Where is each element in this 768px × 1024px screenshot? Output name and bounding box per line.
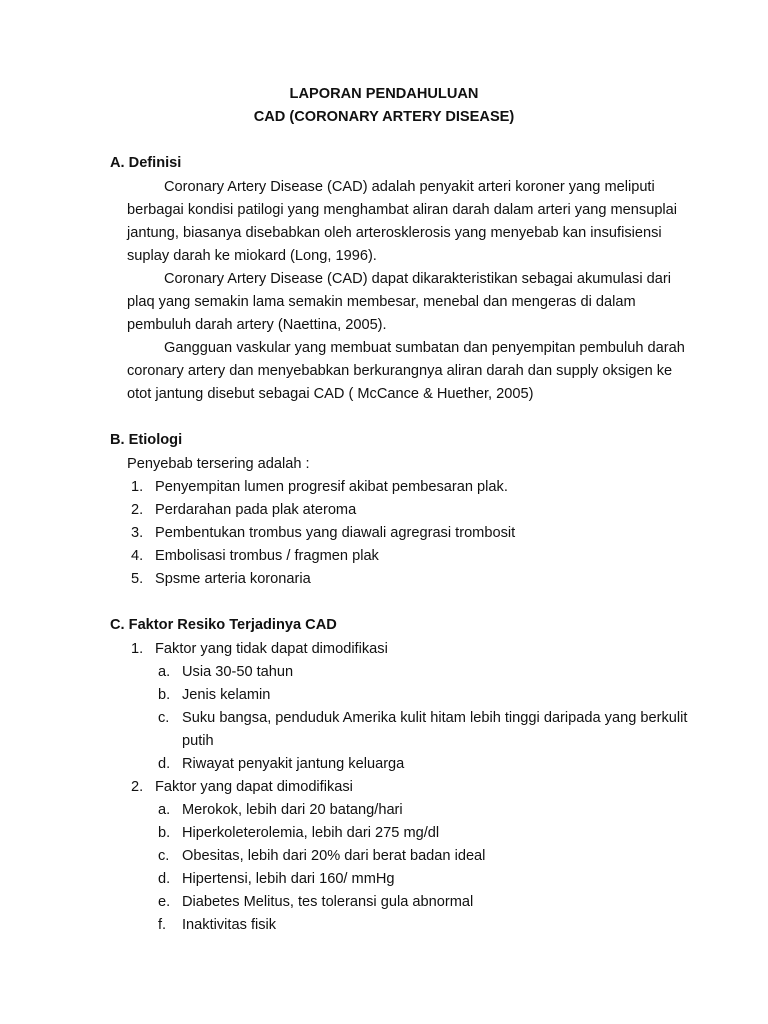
sub-item: Hipertensi, lebih dari 160/ mmHg bbox=[182, 871, 395, 887]
group-label: Faktor yang dapat dimodifikasi bbox=[155, 779, 353, 795]
section-heading-faktor-resiko: C. Faktor Resiko Terjadinya CAD bbox=[110, 617, 337, 633]
list-item-number: 2. bbox=[131, 502, 144, 518]
list-item: Embolisasi trombus / fragmen plak bbox=[155, 548, 379, 564]
list-item-number: 1. bbox=[131, 479, 144, 495]
sub-item-letter: e. bbox=[158, 894, 171, 910]
paragraph-line: coronary artery dan menyebabkan berkurangnya aliran darah dan supply oksigen ke bbox=[127, 363, 673, 379]
section-heading-definisi: A. Definisi bbox=[110, 155, 182, 171]
sub-item-letter: f. bbox=[158, 917, 167, 933]
group-number: 2. bbox=[131, 779, 144, 795]
list-item: Penyempitan lumen progresif akibat pembesaran plak. bbox=[155, 479, 508, 495]
page-title: LAPORAN PENDAHULUAN bbox=[289, 86, 479, 102]
paragraph-line: Gangguan vaskular yang membuat sumbatan dan penyempitan pembuluh darah bbox=[164, 340, 685, 356]
list-item-number: 3. bbox=[131, 525, 144, 541]
sub-item: Hiperkoleterolemia, lebih dari 275 mg/dl bbox=[182, 825, 440, 841]
sub-item-letter: c. bbox=[158, 710, 170, 726]
sub-item-letter: a. bbox=[158, 802, 171, 818]
sub-item: Suku bangsa, penduduk Amerika kulit hitam lebih tinggi daripada yang berkulit bbox=[182, 710, 688, 726]
list-item: Spsme arteria koronaria bbox=[155, 571, 311, 587]
list-item: Pembentukan trombus yang diawali agregrasi trombosit bbox=[155, 525, 516, 541]
group-label: Faktor yang tidak dapat dimodifikasi bbox=[155, 641, 388, 657]
sub-item: Obesitas, lebih dari 20% dari berat badan ideal bbox=[182, 848, 486, 864]
sub-item: Usia 30-50 tahun bbox=[182, 664, 294, 680]
list-item-number: 5. bbox=[131, 571, 144, 587]
sub-item-letter: b. bbox=[158, 687, 171, 703]
section-heading-etiologi: B. Etiologi bbox=[110, 432, 183, 448]
etiologi-intro: Penyebab tersering adalah : bbox=[127, 456, 310, 472]
list-item: Perdarahan pada plak ateroma bbox=[155, 502, 357, 518]
sub-item: Inaktivitas fisik bbox=[182, 917, 277, 933]
list-item-number: 4. bbox=[131, 548, 144, 564]
sub-item: Merokok, lebih dari 20 batang/hari bbox=[182, 802, 403, 818]
page-subtitle: CAD (CORONARY ARTERY DISEASE) bbox=[253, 109, 515, 125]
sub-item-letter: d. bbox=[158, 871, 171, 887]
sub-item-letter: b. bbox=[158, 825, 171, 841]
paragraph-line: Coronary Artery Disease (CAD) dapat dikarakteristikan sebagai akumulasi dari bbox=[164, 271, 671, 287]
sub-item: Jenis kelamin bbox=[182, 687, 271, 703]
paragraph-line: pembuluh darah artery (Naettina, 2005). bbox=[127, 317, 387, 333]
paragraph-line: otot jantung disebut sebagai CAD ( McCance & Huether, 2005) bbox=[127, 386, 534, 402]
paragraph-line: berbagai kondisi patilogi yang menghambat aliran darah dalam arteri yang mensuplai bbox=[127, 202, 678, 218]
sub-item-letter: c. bbox=[158, 848, 170, 864]
sub-item-continuation: putih bbox=[182, 733, 214, 749]
paragraph-line: suplay darah ke miokard (Long, 1996). bbox=[127, 248, 377, 264]
group-number: 1. bbox=[131, 641, 144, 657]
sub-item-letter: d. bbox=[158, 756, 171, 772]
paragraph-line: Coronary Artery Disease (CAD) adalah penyakit arteri koroner yang meliputi bbox=[164, 179, 655, 195]
paragraph-line: jantung, biasanya disebabkan oleh arterosklerosis yang menyebab kan insufisiensi bbox=[127, 225, 662, 241]
paragraph-line: plaq yang semakin lama semakin membesar, menebal dan mengeras di dalam bbox=[127, 294, 636, 310]
sub-item: Riwayat penyakit jantung keluarga bbox=[182, 756, 405, 772]
sub-item-letter: a. bbox=[158, 664, 171, 680]
sub-item: Diabetes Melitus, tes toleransi gula abnormal bbox=[182, 894, 474, 910]
